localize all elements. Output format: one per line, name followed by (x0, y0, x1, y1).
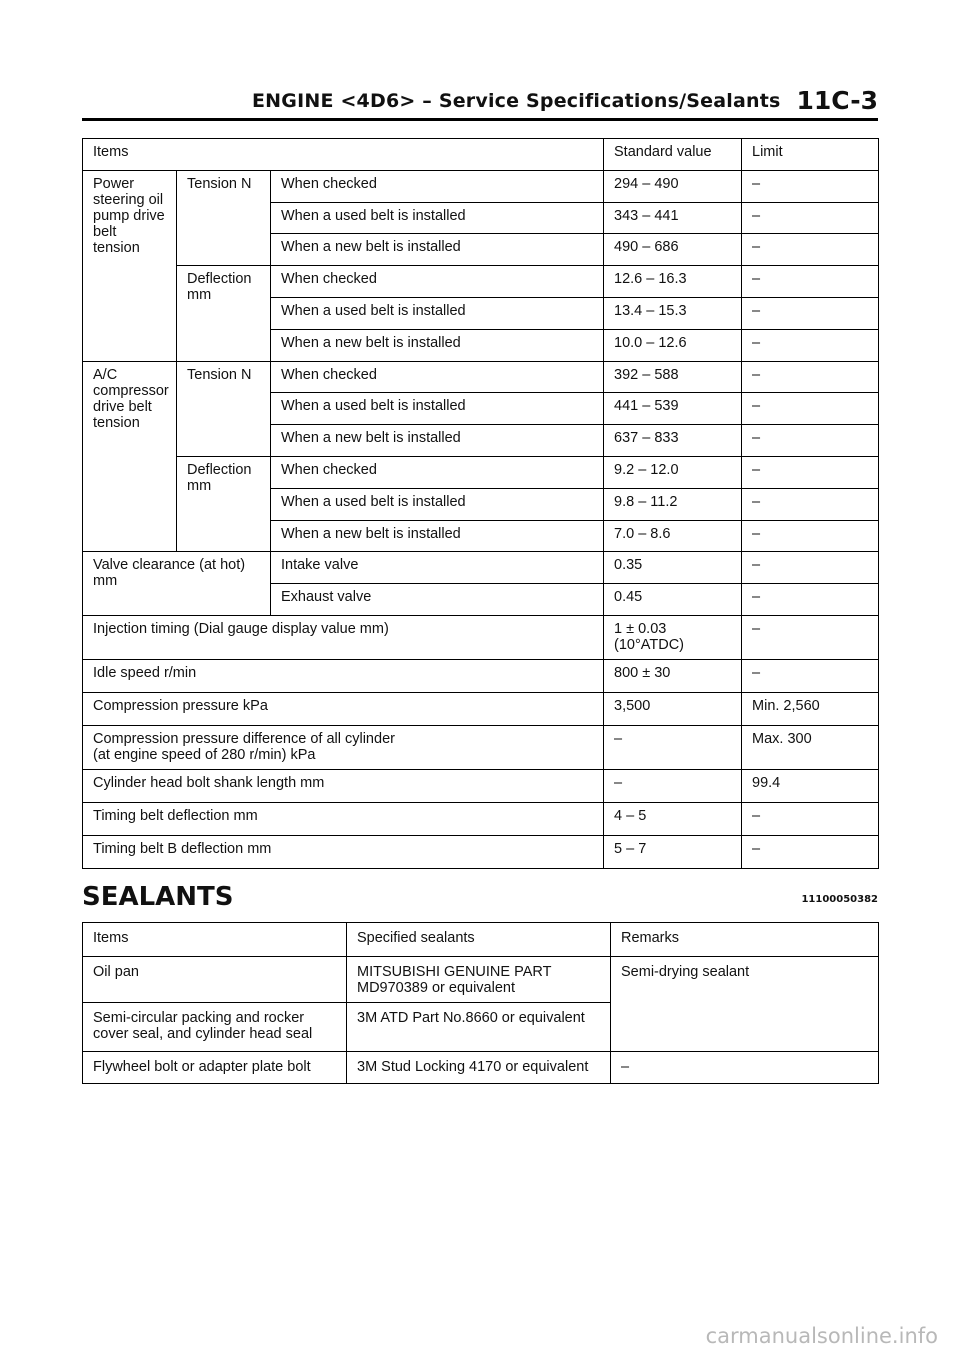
table-row (83, 170, 879, 202)
subgroup-label: Deflection mm (177, 456, 271, 551)
limit-cell: – (742, 584, 879, 616)
table-row (83, 615, 879, 659)
table-row (83, 266, 879, 298)
standard-cell: 441 – 539 (604, 393, 742, 425)
item-cell: Injection timing (Dial gauge display value mm) (83, 615, 604, 659)
standard-cell: 12.6 – 16.3 (604, 266, 742, 298)
limit-cell: – (742, 659, 879, 692)
subgroup-label: Tension N (177, 170, 271, 265)
standard-cell: 490 – 686 (604, 234, 742, 266)
standard-cell: 9.2 – 12.0 (604, 456, 742, 488)
header-items: Items (83, 139, 604, 171)
table-row (83, 456, 879, 488)
table-row (83, 692, 879, 725)
table-row (83, 957, 879, 1003)
standard-cell: 294 – 490 (604, 170, 742, 202)
item-cell: Timing belt deflection mm (83, 802, 604, 835)
standard-cell: 800 ± 30 (604, 659, 742, 692)
standard-cell: 1 ± 0.03 (10°ATDC) (604, 615, 742, 659)
table-row (83, 725, 879, 769)
condition-cell: When checked (271, 170, 604, 202)
page-title: ENGINE <4D6> – Service Specifications/Sealants (252, 90, 781, 112)
page-header (82, 86, 878, 121)
header-items: Items (83, 923, 347, 957)
table-row (83, 361, 879, 393)
table-header-row (83, 139, 879, 171)
sealants-table (82, 922, 879, 1084)
condition-cell: When checked (271, 361, 604, 393)
page-number: 11C-3 (796, 86, 878, 115)
header-standard-value: Standard value (604, 139, 742, 171)
standard-cell: 7.0 – 8.6 (604, 520, 742, 552)
limit-cell: 99.4 (742, 769, 879, 802)
limit-cell: Min. 2,560 (742, 692, 879, 725)
remarks-cell: – (611, 1052, 879, 1084)
header-specified-sealants: Specified sealants (347, 923, 611, 957)
standard-cell: 3,500 (604, 692, 742, 725)
subgroup-label: Tension N (177, 361, 271, 456)
condition-cell: When a used belt is installed (271, 488, 604, 520)
condition-cell: When a new belt is installed (271, 425, 604, 457)
standard-cell: 637 – 833 (604, 425, 742, 457)
item-cell: Compression pressure kPa (83, 692, 604, 725)
item-cell: Flywheel bolt or adapter plate bolt (83, 1052, 347, 1084)
group-label: A/C compressor drive belt tension (83, 361, 177, 552)
condition-cell: When a new belt is installed (271, 329, 604, 361)
limit-cell: – (742, 552, 879, 584)
standard-cell: 0.45 (604, 584, 742, 616)
table-row (83, 835, 879, 868)
limit-cell: – (742, 234, 879, 266)
standard-cell: 9.8 – 11.2 (604, 488, 742, 520)
condition-cell: Intake valve (271, 552, 604, 584)
condition-cell: When a new belt is installed (271, 520, 604, 552)
standard-cell: 4 – 5 (604, 802, 742, 835)
condition-cell: When a new belt is installed (271, 234, 604, 266)
limit-cell: Max. 300 (742, 725, 879, 769)
limit-cell: – (742, 202, 879, 234)
item-cell: Oil pan (83, 957, 347, 1003)
table-row (83, 769, 879, 802)
table-row (83, 552, 879, 584)
standard-cell: – (604, 725, 742, 769)
limit-cell: – (742, 393, 879, 425)
standard-cell: 13.4 – 15.3 (604, 297, 742, 329)
standard-cell: 343 – 441 (604, 202, 742, 234)
watermark: carmanualsonline.info (705, 1324, 938, 1348)
condition-cell: When a used belt is installed (271, 297, 604, 329)
table-row (83, 802, 879, 835)
limit-cell: – (742, 802, 879, 835)
service-specifications-table (82, 138, 879, 869)
limit-cell: – (742, 266, 879, 298)
limit-cell: – (742, 835, 879, 868)
limit-cell: – (742, 456, 879, 488)
condition-cell: When a used belt is installed (271, 393, 604, 425)
item-cell: Semi-circular packing and rocker cover seal, and cylinder head seal (83, 1003, 347, 1052)
remarks-cell: Semi-drying sealant (611, 957, 879, 1052)
subgroup-label: Deflection mm (177, 266, 271, 361)
sealant-cell: MITSUBISHI GENUINE PART MD970389 or equivalent (347, 957, 611, 1003)
condition-cell: When a used belt is installed (271, 202, 604, 234)
limit-cell: – (742, 520, 879, 552)
limit-cell: – (742, 297, 879, 329)
table-row (83, 1052, 879, 1084)
document-id: 11100050382 (801, 894, 878, 905)
limit-cell: – (742, 170, 879, 202)
sealants-heading: SEALANTS (82, 882, 234, 912)
item-cell: Timing belt B deflection mm (83, 835, 604, 868)
limit-cell: – (742, 425, 879, 457)
limit-cell: – (742, 488, 879, 520)
standard-cell: – (604, 769, 742, 802)
item-cell: Cylinder head bolt shank length mm (83, 769, 604, 802)
standard-cell: 5 – 7 (604, 835, 742, 868)
header-remarks: Remarks (611, 923, 879, 957)
limit-cell: – (742, 329, 879, 361)
limit-cell: – (742, 615, 879, 659)
limit-cell: – (742, 361, 879, 393)
standard-cell: 0.35 (604, 552, 742, 584)
standard-cell: 392 – 588 (604, 361, 742, 393)
condition-cell: When checked (271, 266, 604, 298)
table-row (83, 659, 879, 692)
header-limit: Limit (742, 139, 879, 171)
valve-clearance-label: Valve clearance (at hot) mm (83, 552, 271, 616)
group-label: Power steering oil pump drive belt tension (83, 170, 177, 361)
item-cell: Compression pressure difference of all cylinder (at engine speed of 280 r/min) kPa (83, 725, 604, 769)
condition-cell: Exhaust valve (271, 584, 604, 616)
sealant-cell: 3M ATD Part No.8660 or equivalent (347, 1003, 611, 1052)
sealant-cell: 3M Stud Locking 4170 or equivalent (347, 1052, 611, 1084)
table-header-row (83, 923, 879, 957)
condition-cell: When checked (271, 456, 604, 488)
standard-cell: 10.0 – 12.6 (604, 329, 742, 361)
item-cell: Idle speed r/min (83, 659, 604, 692)
